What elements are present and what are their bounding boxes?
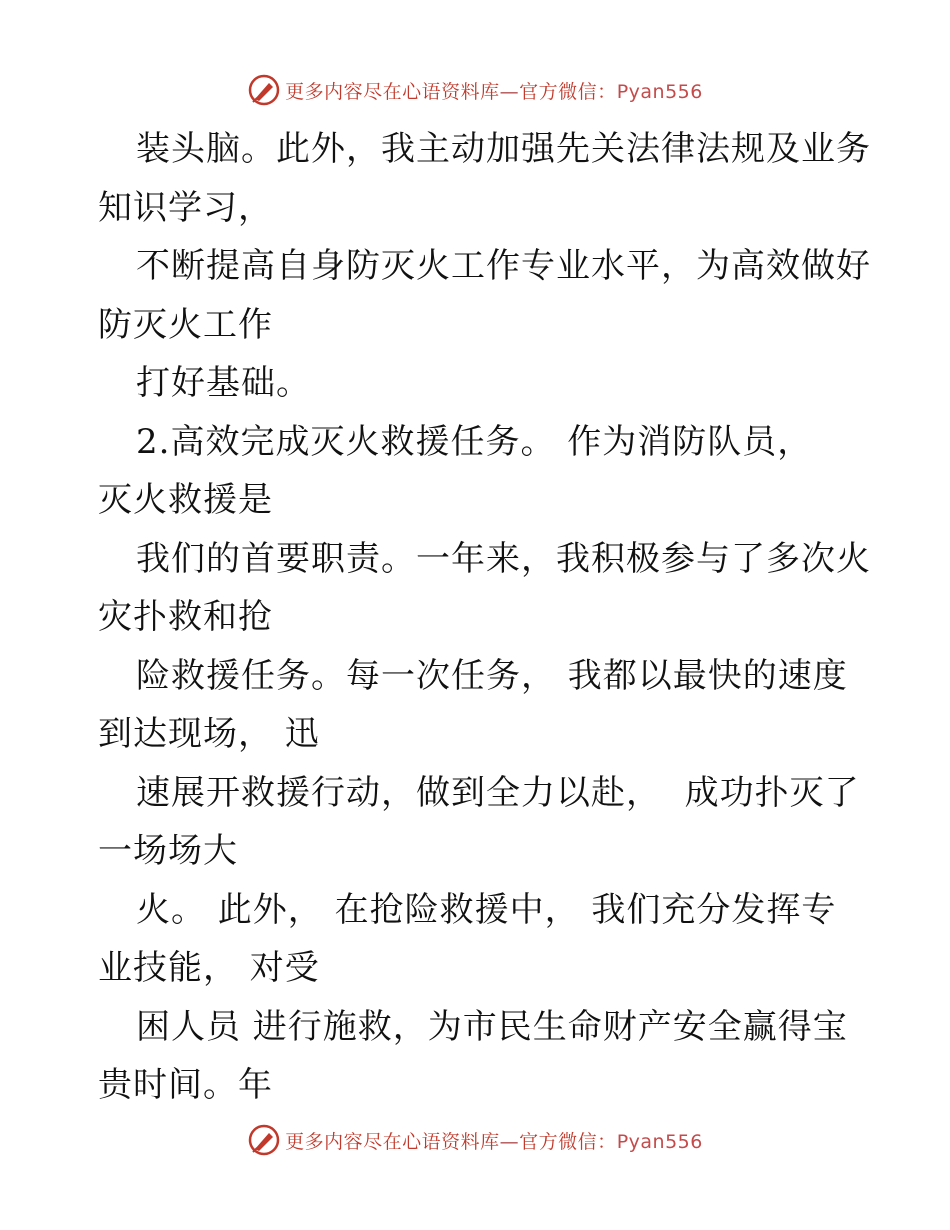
footer-watermark bbox=[0, 1120, 950, 1160]
body-line: 业技能， 对受 bbox=[98, 948, 320, 988]
body-line: 装头脑。此外，我主动加强先关法律法规及业务 bbox=[136, 129, 871, 169]
body-line: 速展开救援行动，做到全力以赴， 成功扑灭了 bbox=[136, 772, 860, 813]
body-line: 我们的首要职责。一年来，我积极参与了多次火 bbox=[136, 538, 871, 579]
body-line: 2.高效完成灭火救援任务。 作为消防队员， bbox=[136, 421, 813, 462]
pen-logo-icon bbox=[247, 1123, 281, 1157]
watermark-text: 更多内容尽在心语资料库—官方微信：Pyan556 bbox=[285, 80, 703, 103]
document-body bbox=[98, 120, 871, 1115]
body-line: 困人员 进行施救，为市民生命财产安全赢得宝 bbox=[136, 1006, 848, 1047]
body-line: 贵时间。年 bbox=[98, 1065, 273, 1105]
body-line: 灾扑救和抢 bbox=[98, 597, 273, 637]
watermark-text: 更多内容尽在心语资料库—官方微信：Pyan556 bbox=[285, 1130, 703, 1153]
header-watermark bbox=[0, 70, 950, 110]
body-line: 灭火救援是 bbox=[98, 480, 273, 520]
body-line: 一场场大 bbox=[98, 831, 238, 871]
pen-logo-icon bbox=[247, 73, 281, 107]
body-line: 知识学习， bbox=[98, 187, 273, 228]
body-line: 不断提高自身防灭火工作专业水平，为高效做好 bbox=[136, 246, 871, 286]
body-line: 打好基础。 bbox=[136, 363, 311, 403]
body-line: 险救援任务。每一次任务， 我都以最快的速度 bbox=[136, 655, 848, 696]
body-line: 到达现场， 迅 bbox=[98, 714, 320, 754]
body-line: 火。 此外， 在抢险救援中， 我们充分发挥专 bbox=[136, 889, 837, 930]
body-line: 防灭火工作 bbox=[98, 304, 273, 345]
